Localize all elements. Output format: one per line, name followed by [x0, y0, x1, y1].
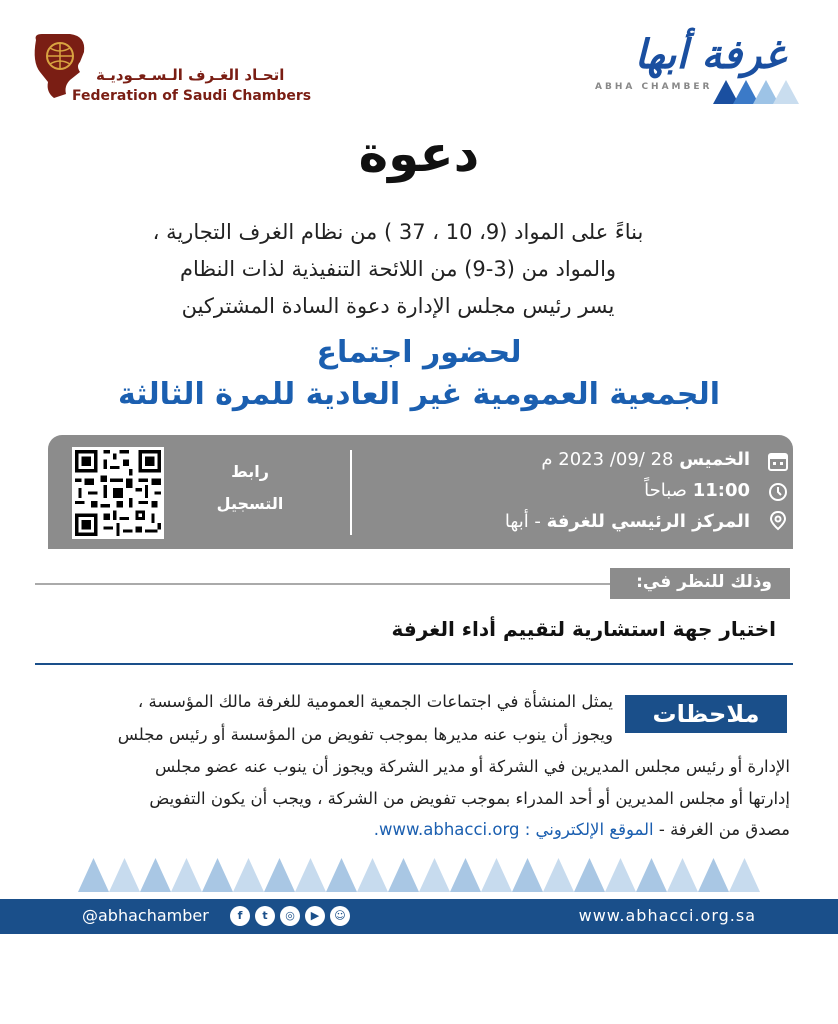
- headline-line-2: الجمعية العمومية غير العادية للمرة الثالثة: [117, 377, 721, 412]
- meeting-date-value: 28 /09/ 2023 م: [541, 449, 674, 470]
- footer-website[interactable]: www.abhacci.org.sa: [578, 906, 756, 925]
- page-title: دعوة: [358, 125, 480, 183]
- intro-line-1: بناءً على المواد (9، 10 ، 37 ) من نظام الغرف التجارية ،: [152, 220, 644, 244]
- note-line-5: [374, 820, 790, 839]
- meeting-time-value: 11:00: [692, 480, 750, 501]
- meeting-place-city: - أبها: [504, 511, 541, 532]
- meeting-time-suffix: صباحاً: [644, 480, 687, 501]
- clock-icon: [768, 482, 788, 502]
- federation-logo: [30, 30, 312, 105]
- register-label-1: رابط: [231, 462, 269, 481]
- registration-qr-code[interactable]: [72, 447, 164, 539]
- decorative-triangle-band: [78, 858, 760, 892]
- agenda-bottom-rule: [35, 663, 793, 665]
- agenda-item: اختيار جهة استشارية لتقييم أداء الغرفة: [391, 617, 776, 641]
- note-line-4: إدارتها أو مجلس المديرين أو أحد المدراء بموجب تفويض من الشركة ، ويجب أن يكون التفويض: [149, 789, 790, 808]
- meeting-date: [541, 449, 750, 470]
- headline-line-1: لحضور اجتماع: [316, 335, 522, 370]
- federation-name-en: Federation of Saudi Chambers: [72, 88, 312, 104]
- register-label-2: التسجيل: [216, 494, 284, 513]
- social-handle[interactable]: @abhachamber: [82, 906, 209, 925]
- note-line-2: ويجوز أن ينوب عنه مديرها بموجب تفويض من المؤسسة أو رئيس مجلس: [117, 725, 613, 744]
- federation-name-ar: اتحـاد الغـرف الـسـعـوديـة: [96, 66, 285, 84]
- website-label: الموقع الإلكتروني :: [524, 820, 654, 839]
- notes-badge: ملاحظات: [625, 695, 787, 733]
- intro-line-3: يسر رئيس مجلس الإدارة دعوة السادة المشتركين: [181, 294, 615, 318]
- note-line-5-prefix: مصدق من الغرفة -: [658, 820, 790, 839]
- intro-line-2: والمواد من (3-9) من اللائحة التنفيذية لذات النظام: [179, 257, 617, 281]
- calendar-icon: [768, 451, 788, 471]
- abha-logo-wordmark: غرفة أبها: [634, 32, 785, 78]
- youtube-icon[interactable]: ▶: [305, 906, 325, 926]
- twitter-icon[interactable]: t: [255, 906, 275, 926]
- meeting-place-name: المركز الرئيسي للغرفة: [546, 511, 750, 532]
- abha-logo-en: ABHA CHAMBER: [595, 82, 713, 92]
- meeting-day: الخميس: [679, 449, 750, 470]
- website-link[interactable]: www.abhacci.org.: [373, 820, 520, 839]
- note-line-1: يمثل المنشأة في اجتماعات الجمعية العمومية للغرفة مالك المؤسسة ،: [137, 692, 613, 711]
- instagram-icon[interactable]: ◎: [280, 906, 300, 926]
- meeting-time: [644, 480, 750, 501]
- info-divider: [350, 450, 352, 535]
- abha-triangles-icon: [713, 78, 809, 104]
- meeting-place: [505, 511, 750, 532]
- location-pin-icon: [768, 511, 788, 531]
- snapchat-icon[interactable]: ☺: [330, 906, 350, 926]
- abha-chamber-logo: [585, 30, 815, 100]
- agenda-label-tag: [610, 568, 790, 599]
- facebook-icon[interactable]: f: [230, 906, 250, 926]
- note-line-3: الإدارة أو رئيس مجلس المديرين في الشركة أو مدير الشركة ويجوز أن ينوب عنه عضو مجلس: [154, 757, 790, 776]
- agenda-label: وذلك للنظر في:: [636, 572, 772, 592]
- agenda-rule: [35, 583, 610, 585]
